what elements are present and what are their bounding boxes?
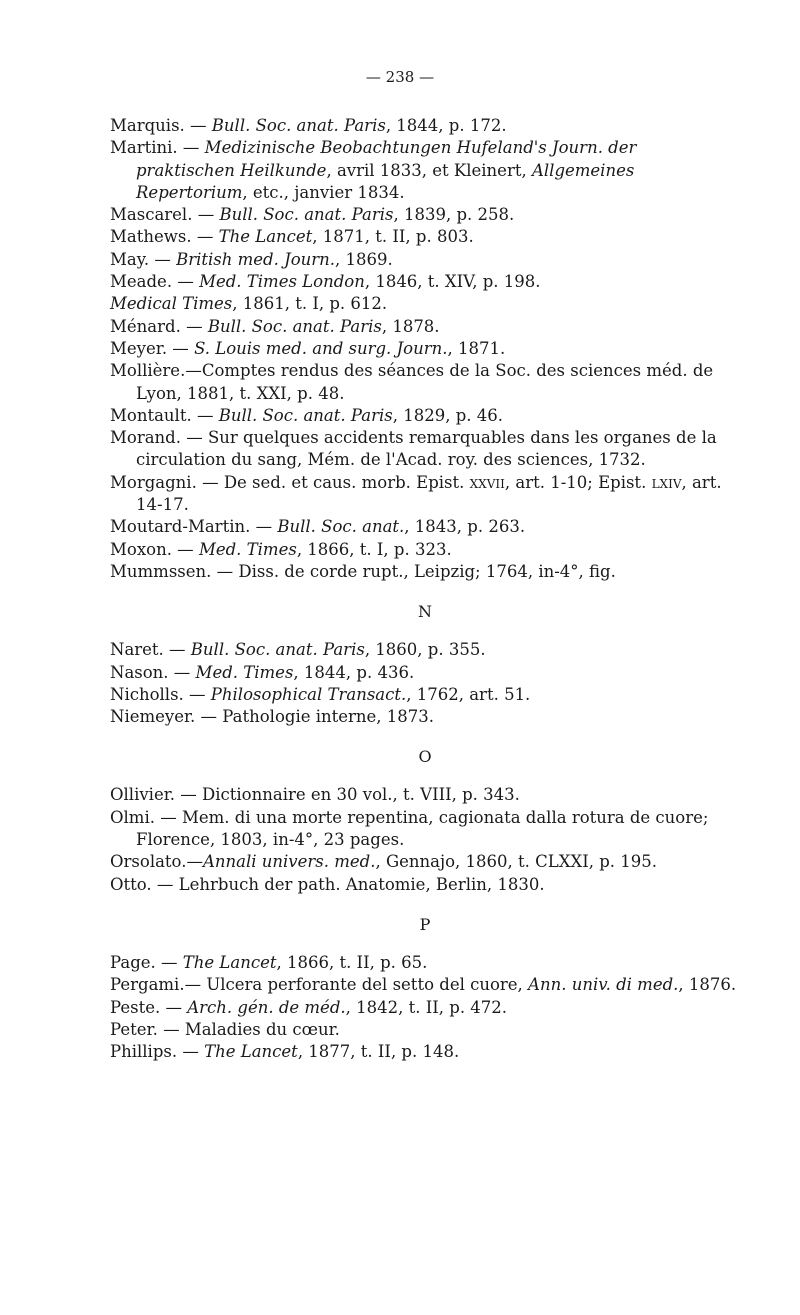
entry-text: Niemeyer. — Pathologie interne, 1873.: [110, 707, 435, 727]
entry-text: , 1866, t. I, p. 323.: [296, 539, 452, 559]
entry-title-italic: Med. Times: [198, 539, 297, 559]
entry-text: , 1829, p. 46.: [392, 405, 503, 425]
entry-text: May. —: [110, 249, 177, 269]
entry-text: , 1844, p. 172.: [385, 116, 507, 135]
entry-text: Peste. —: [110, 997, 188, 1017]
bibliography-entry: [110, 115, 740, 137]
page-number: — 238 —: [365, 68, 435, 86]
entry-text: Mathews. —: [110, 227, 219, 247]
bibliography-entry: [110, 316, 740, 338]
bibliography-entry: [110, 204, 740, 226]
bibliography-entry: [110, 784, 740, 806]
bibliography-entry: [110, 974, 740, 996]
entry-text: Mascarel. —: [110, 205, 220, 225]
bibliography-entry: [110, 874, 740, 896]
bibliography-entry: [110, 662, 740, 684]
entry-title-italic: Bull. Soc. anat. Paris: [219, 205, 394, 225]
entry-title-italic: Bull. Soc. anat. Paris: [218, 405, 393, 425]
entry-text: , 1861, t. I, p. 612.: [232, 294, 388, 314]
entry-title-italic: Annali univers. med.: [202, 852, 376, 872]
entry-text: , 1878.: [381, 316, 440, 336]
entry-text: Naret. —: [110, 640, 191, 660]
bibliography-entry: [110, 405, 740, 427]
bibliography-entry: [110, 293, 740, 315]
bibliography-entry: [110, 561, 740, 583]
entry-text: Phillips. —: [110, 1042, 205, 1062]
entry-text: , 1860, p. 355.: [364, 640, 486, 660]
entry-text: , 1842, t. II, p. 472.: [345, 997, 508, 1017]
bibliography-entry: [110, 226, 740, 248]
entry-title-italic: The Lancet: [204, 1042, 298, 1062]
entry-text: Otto. — Lehrbuch der path. Anatomie, Berlin, 1830.: [110, 874, 545, 894]
entry-title-italic: British med. Journ.: [176, 249, 336, 269]
entry-title-italic: Ann. univ. di med.: [528, 975, 679, 995]
entry-text: , 1877, t. II, p. 148.: [297, 1042, 460, 1062]
entry-text: lxiv: [651, 472, 682, 492]
entry-text: xxvii: [469, 472, 505, 492]
entry-text: , 1869.: [335, 249, 393, 269]
entry-text: , 1843, p. 263.: [404, 517, 526, 537]
entry-text: Meyer. —: [110, 338, 195, 358]
entry-title-italic: Bull. Soc. anat. Paris: [211, 116, 386, 135]
bibliography-entry: [110, 1019, 740, 1041]
entry-text: , etc., janvier 1834.: [242, 182, 405, 202]
entry-text: Ollivier. — Dictionnaire en 30 vol., t. VIII, p. 343.: [110, 785, 520, 805]
entry-text: , avril 1833, et Kleinert,: [326, 160, 532, 180]
entry-text: Morgagni. — De sed. et caus. morb. Epist.: [110, 472, 470, 492]
bibliography-entry: [110, 851, 740, 873]
entry-text: Pergami.— Ulcera perforante del setto del cuore,: [110, 975, 529, 995]
entry-title-italic: Medizinische Beobachtungen Hufeland's Journ. der praktischen Heilkunde: [136, 138, 637, 180]
entry-text: , 1876.: [678, 975, 737, 995]
bibliography-entry: [110, 952, 740, 974]
section-letter: P: [419, 914, 431, 934]
bibliography-entry: [110, 137, 740, 204]
entry-text: Morand. — Sur quelques accidents remarquables dans les organes de la circulation du sang, Mém. de l'Acad. roy. des sciences, 1732.: [110, 428, 717, 470]
entry-text: Page. —: [110, 952, 183, 972]
bibliography-entry: [110, 1041, 740, 1063]
entry-title-italic: Bull. Soc. anat.: [277, 517, 405, 537]
bibliography-entry: [110, 684, 740, 706]
entry-text: Montault. —: [110, 405, 219, 425]
entry-title-italic: Arch. gén. de méd.: [187, 997, 346, 1017]
bibliography-entry: [110, 249, 740, 271]
entry-title-italic: Philosophical Transact.: [210, 684, 407, 704]
section-letter: O: [418, 747, 432, 767]
entry-text: Martini. —: [110, 138, 205, 158]
bibliography-entry: [110, 997, 740, 1019]
bibliography-entry: [110, 639, 740, 661]
bibliography-entry: [110, 807, 740, 852]
bibliography-entry: [110, 516, 740, 538]
entry-text: , 1871.: [447, 338, 506, 358]
entry-text: Mollière.—Comptes rendus des séances de la Soc. des sciences méd. de Lyon, 1881, t. XXI, p. 48.: [110, 361, 714, 403]
entry-text: , Gennajo, 1860, t. CLXXI, p. 195.: [375, 852, 657, 872]
entry-text: , 1839, p. 258.: [393, 205, 515, 225]
bibliography-entry: [110, 472, 740, 517]
entry-text: , 1762, art. 51.: [406, 684, 531, 704]
bibliography-entry: [110, 706, 740, 728]
entry-text: Nason. —: [110, 662, 196, 682]
entry-text: Ménard. —: [110, 316, 208, 336]
entry-title-italic: Med. Times London: [199, 272, 365, 292]
bibliography-entry: [110, 539, 740, 561]
entry-text: , 1846, t. XIV, p. 198.: [364, 272, 541, 292]
entry-text: , art. 1-10; Epist.: [504, 472, 652, 492]
entry-title-italic: Allgemeines Repertorium: [136, 160, 635, 202]
entry-text: Meade. —: [110, 272, 200, 292]
entry-text: , art. 14-17.: [136, 472, 722, 515]
entry-title-italic: The Lancet: [182, 952, 277, 972]
entry-text: Marquis. —: [110, 116, 212, 135]
entry-text: Olmi. — Mem. di una morte repentina, cagionata dalla rotura de cuore; Florence, 1803, in-4°, 23 pages.: [110, 807, 709, 850]
bibliography-entry: [110, 338, 740, 360]
entry-text: Moxon. —: [110, 539, 199, 559]
entry-text: Orsolato.—: [110, 852, 203, 872]
entry-text: , 1866, t. II, p. 65.: [276, 952, 428, 972]
entry-title-italic: Bull. Soc. anat. Paris: [207, 316, 382, 336]
bibliography-entry: [110, 271, 740, 293]
entry-text: Peter. — Maladies du cœur.: [110, 1019, 340, 1039]
section-letter: N: [418, 602, 432, 622]
bibliography-list: [110, 115, 740, 1063]
entry-title-italic: S. Louis med. and surg. Journ.: [194, 338, 448, 358]
entry-title-italic: Medical Times: [110, 294, 233, 314]
entry-text: Moutard-Martin. —: [110, 517, 278, 537]
entry-title-italic: Med. Times: [195, 662, 294, 682]
bibliography-entry: [110, 427, 740, 472]
entry-title-italic: The Lancet: [218, 227, 313, 247]
entry-text: , 1871, t. II, p. 803.: [312, 227, 474, 247]
bibliography-entry: [110, 360, 740, 405]
entry-text: Nicholls. —: [110, 684, 211, 704]
entry-title-italic: Bull. Soc. anat. Paris: [190, 640, 365, 660]
entry-text: , 1844, p. 436.: [293, 662, 415, 682]
entry-text: Mummssen. — Diss. de corde rupt., Leipzig; 1764, in-4°, fig.: [110, 561, 616, 581]
